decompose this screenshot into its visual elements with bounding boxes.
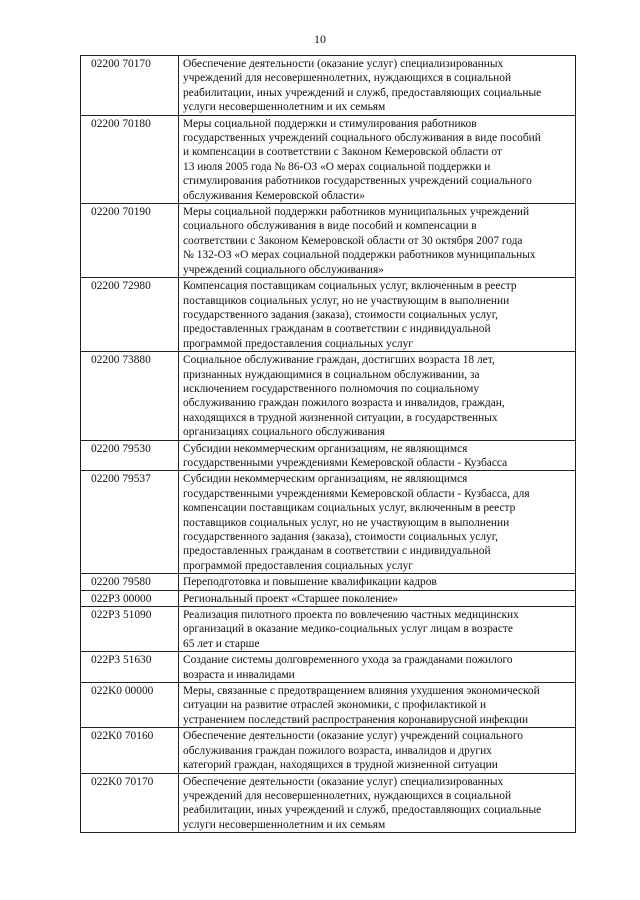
description-line: ситуации на развитие отраслей экономики, с профилактикой и [183, 699, 487, 712]
description-line: и компенсации в соответствии с Законом Кемеровской области от [183, 146, 502, 159]
row-description [179, 440, 576, 471]
table-row [81, 56, 576, 116]
description-line: услуги несовершеннолетним и их семьям [183, 101, 386, 114]
table-row [81, 352, 576, 440]
row-code: 02200 79530 [81, 440, 179, 471]
description-line: исключением государственного полномочия по социальному [183, 382, 480, 395]
description-line: Меры, связанные с предотвращением влияния ухудшения экономической [183, 685, 540, 698]
description-line: Компенсация поставщикам социальных услуг, включенным в реестр [183, 280, 517, 293]
description-line: организаций в оказание медико-социальных услуг лицам в возрасте [183, 623, 513, 636]
row-code: 022P3 51630 [81, 652, 179, 683]
description-line: программой предоставления социальных услуг [183, 559, 413, 572]
description-line: категорий граждан, находящихся в трудной жизненной ситуации [183, 759, 498, 772]
row-description [179, 728, 576, 773]
description-line: обслуживанию граждан пожилого возраста и инвалидов, граждан, [183, 397, 505, 410]
description-line: услуги несовершеннолетним и их семьям [183, 818, 386, 831]
table-row [81, 278, 576, 352]
table-row [81, 471, 576, 574]
row-description [179, 607, 576, 652]
row-code: 02200 73880 [81, 352, 179, 440]
row-description [179, 471, 576, 574]
description-line: поставщиков социальных услуг, но не участвующим в выполнении [183, 294, 510, 307]
page-number: 10 [314, 32, 326, 46]
row-code: 02200 72980 [81, 278, 179, 352]
row-code: 022P3 00000 [81, 590, 179, 606]
table-row [81, 204, 576, 278]
row-description [179, 574, 576, 590]
row-description [179, 590, 576, 606]
row-code: 022K0 70170 [81, 773, 179, 833]
description-line: стимулирования работников государственных учреждений социального [183, 175, 532, 188]
table-row [81, 590, 576, 606]
row-code: 02200 79537 [81, 471, 179, 574]
description-line: реабилитации, иных учреждений и служб, предоставляющих социальные [183, 86, 542, 99]
table-row [81, 728, 576, 773]
table-row [81, 574, 576, 590]
description-line: обслуживания граждан пожилого возраста, инвалидов и других [183, 744, 492, 757]
table-row [81, 652, 576, 683]
description-line: программой предоставления социальных услуг [183, 337, 413, 350]
description-line: соответствии с Законом Кемеровской области от 30 октября 2007 года [183, 234, 523, 247]
description-line: Региональный проект «Старшее поколение» [183, 592, 399, 605]
table-row [81, 773, 576, 833]
row-code: 02200 70190 [81, 204, 179, 278]
description-line: Субсидии некоммерческим организациям, не являющимся [183, 442, 468, 455]
description-line: государственных учреждений социального обслуживания в виде пособий [183, 132, 541, 145]
description-line: Обеспечение деятельности (оказание услуг) специализированных [183, 775, 504, 788]
row-description [179, 56, 576, 116]
description-line: Субсидии некоммерческим организациям, не являющимся [183, 473, 468, 486]
description-line: Обеспечение деятельности (оказание услуг) специализированных [183, 58, 504, 70]
row-description [179, 352, 576, 440]
description-line: Обеспечение деятельности (оказание услуг) учреждений социального [183, 730, 523, 743]
table-body [81, 56, 576, 833]
row-description [179, 652, 576, 683]
description-line: устранением последствий распространения коронавирусной инфекции [183, 713, 529, 726]
description-line: № 132-ОЗ «О мерах социальной поддержки работников муниципальных [183, 249, 536, 262]
table-row [81, 440, 576, 471]
budget-code-table [80, 55, 576, 833]
row-code: 02200 70180 [81, 115, 179, 203]
description-line: Меры социальной поддержки и стимулирования работников [183, 117, 477, 130]
row-description [179, 773, 576, 833]
description-line: обслуживания Кемеровской области» [183, 189, 365, 202]
description-line: Меры социальной поддержки работников муниципальных учреждений [183, 206, 530, 219]
description-line: учреждений для несовершеннолетних, нуждающихся в социальной [183, 789, 512, 802]
description-line: находящихся в трудной жизненной ситуации, в государственных [183, 411, 498, 424]
description-line: поставщиков социальных услуг, но не участвующим в выполнении [183, 516, 510, 529]
description-line: государственными учреждениями Кемеровской области - Кузбасса, для [183, 487, 530, 500]
description-line: государственными учреждениями Кемеровской области - Кузбасса [183, 456, 508, 469]
table-row [81, 683, 576, 728]
row-code: 022P3 51090 [81, 607, 179, 652]
row-description [179, 683, 576, 728]
row-description [179, 204, 576, 278]
description-line: признанных нуждающимися в социальном обслуживании, за [183, 368, 480, 381]
row-description [179, 278, 576, 352]
row-code: 02200 70170 [81, 56, 179, 116]
description-line: государственного задания (заказа), стоимости социальных услуг, [183, 531, 498, 543]
row-description [179, 115, 576, 203]
table-row [81, 607, 576, 652]
description-line: возраста и инвалидами [183, 668, 295, 681]
description-line: Переподготовка и повышение квалификации кадров [183, 576, 437, 589]
description-line: предоставленных гражданам в соответствии с индивидуальной [183, 545, 491, 558]
description-line: Создание системы долговременного ухода за гражданами пожилого [183, 654, 513, 667]
description-line: учреждений для несовершеннолетних, нуждающихся в социальной [183, 72, 512, 85]
row-code: 022K0 00000 [81, 683, 179, 728]
description-line: реабилитации, иных учреждений и служб, предоставляющих социальные [183, 804, 542, 817]
table-row [81, 115, 576, 203]
description-line: 13 июля 2005 года № 86-ОЗ «О мерах социальной поддержки и [183, 160, 491, 173]
description-line: организациях социального обслуживания [183, 426, 385, 439]
description-line: государственного задания (заказа), стоимости социальных услуг, [183, 308, 498, 321]
row-code: 022K0 70160 [81, 728, 179, 773]
description-line: предоставленных гражданам в соответствии с индивидуальной [183, 323, 491, 336]
description-line: Реализация пилотного проекта по вовлечению частных медицинских [183, 609, 519, 622]
description-line: Социальное обслуживание граждан, достигших возраста 18 лет, [183, 354, 495, 367]
row-code: 02200 79580 [81, 574, 179, 590]
description-line: компенсации поставщикам социальных услуг, включенным в реестр [183, 502, 516, 515]
description-line: учреждений социального обслуживания» [183, 263, 384, 276]
description-line: социального обслуживания в виде пособий и компенсации в [183, 220, 477, 233]
description-line: 65 лет и старше [183, 637, 260, 650]
